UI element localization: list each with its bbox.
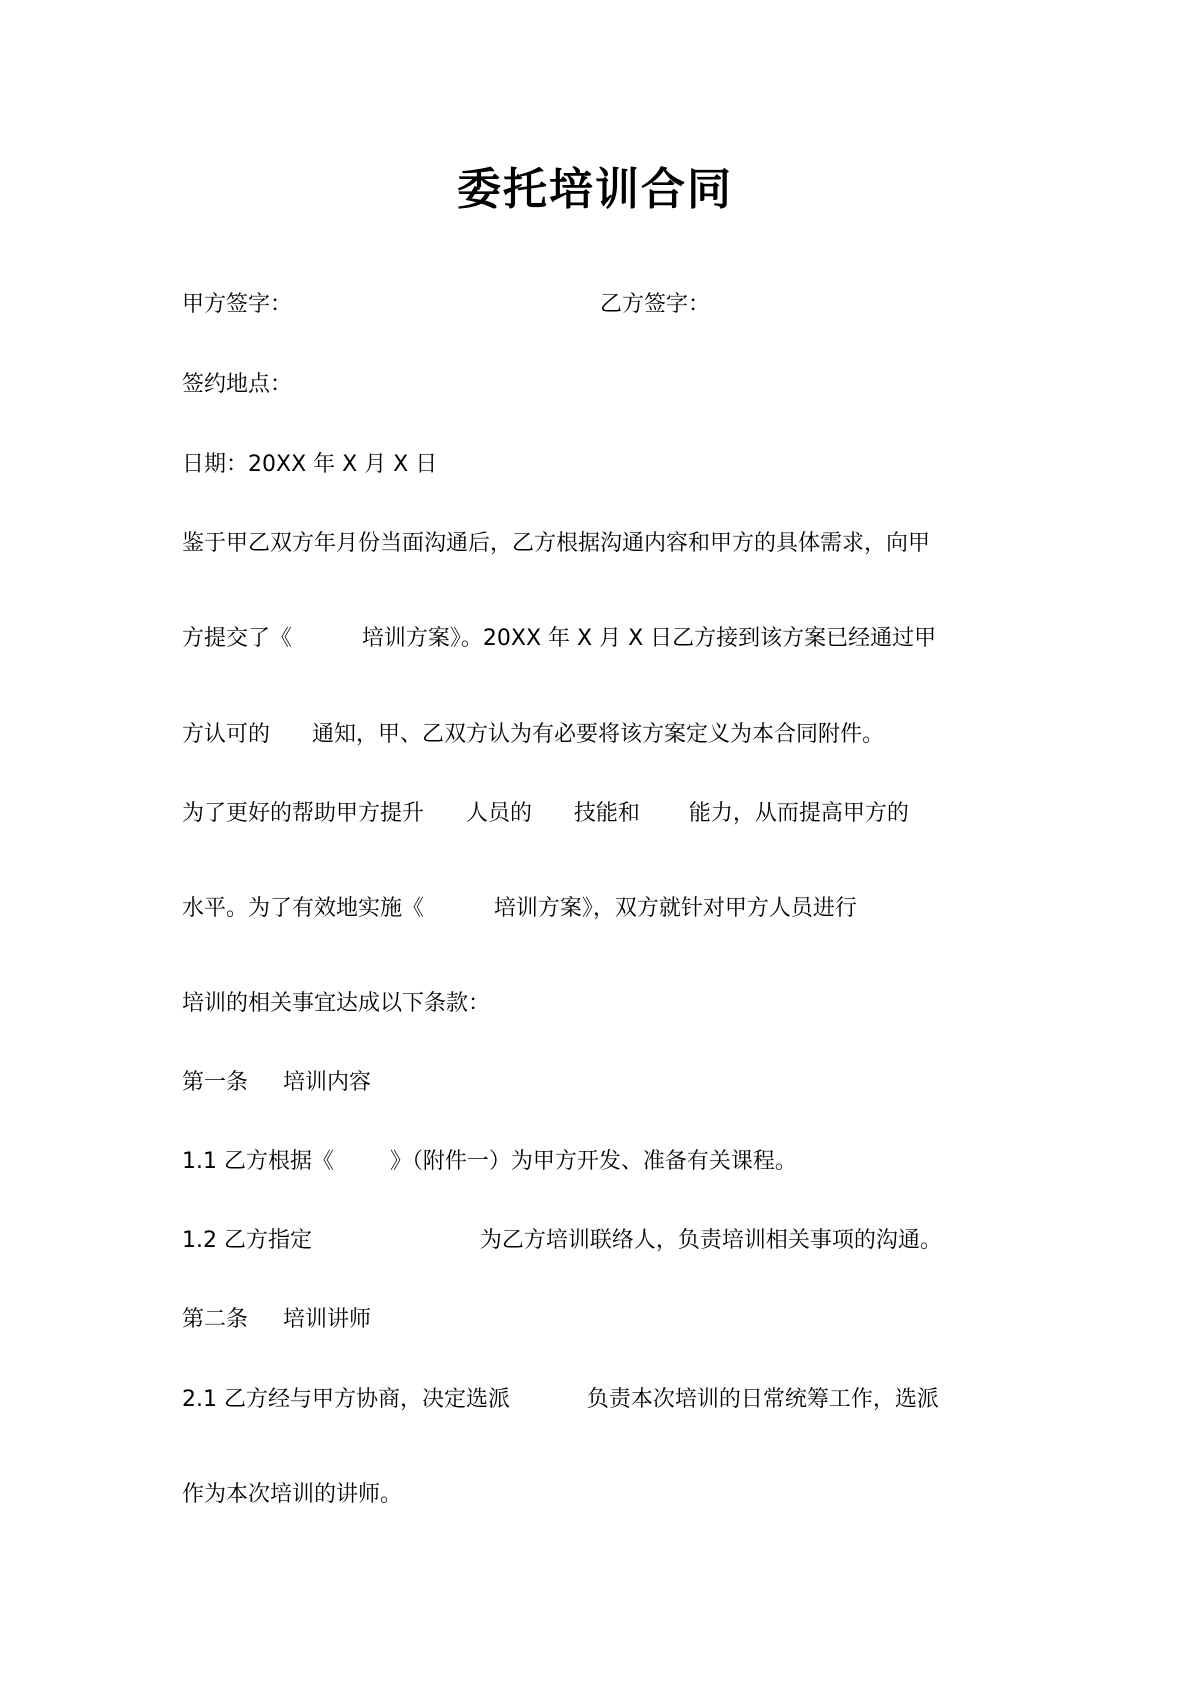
intro-line-1: 鉴于甲乙双方年月份当面沟通后，乙方根据沟通内容和甲方的具体需求，向甲 xyxy=(182,531,931,556)
signing-place-label: 签约地点： xyxy=(182,372,293,397)
date-line: 日期：20XX 年 X 月 X 日 xyxy=(182,452,438,477)
article-1-heading: 第一条 培训内容 xyxy=(182,1070,371,1095)
party-a-signature-label: 甲方签字： xyxy=(182,292,293,317)
article-2-heading: 第二条 培训讲师 xyxy=(182,1307,371,1332)
purpose-line-3: 培训的相关事宜达成以下条款： xyxy=(182,991,491,1016)
clause-2-1-line-1: 2.1 乙方经与甲方协商，决定选派 负责本次培训的日常统筹工作，选派 xyxy=(182,1387,939,1412)
party-b-signature-label: 乙方签字： xyxy=(600,292,711,317)
clause-2-1-line-2: 作为本次培训的讲师。 xyxy=(182,1482,403,1507)
purpose-line-2: 水平。为了有效地实施《 培训方案》，双方就针对甲方人员进行 xyxy=(182,896,857,921)
purpose-line-1: 为了更好的帮助甲方提升 人员的 技能和 能力，从而提高甲方的 xyxy=(182,801,909,826)
clause-1-1: 1.1 乙方根据《 》（附件一）为甲方开发、准备有关课程。 xyxy=(182,1149,797,1174)
intro-line-2: 方提交了《 培训方案》。20XX 年 X 月 X 日乙方接到该方案已经通过甲 xyxy=(182,626,937,651)
document-title: 委托培训合同 xyxy=(457,164,733,215)
intro-line-3: 方认可的 通知，甲、乙双方认为有必要将该方案定义为本合同附件。 xyxy=(182,722,884,747)
clause-1-2: 1.2 乙方指定 为乙方培训联络人，负责培训相关事项的沟通。 xyxy=(182,1228,942,1253)
